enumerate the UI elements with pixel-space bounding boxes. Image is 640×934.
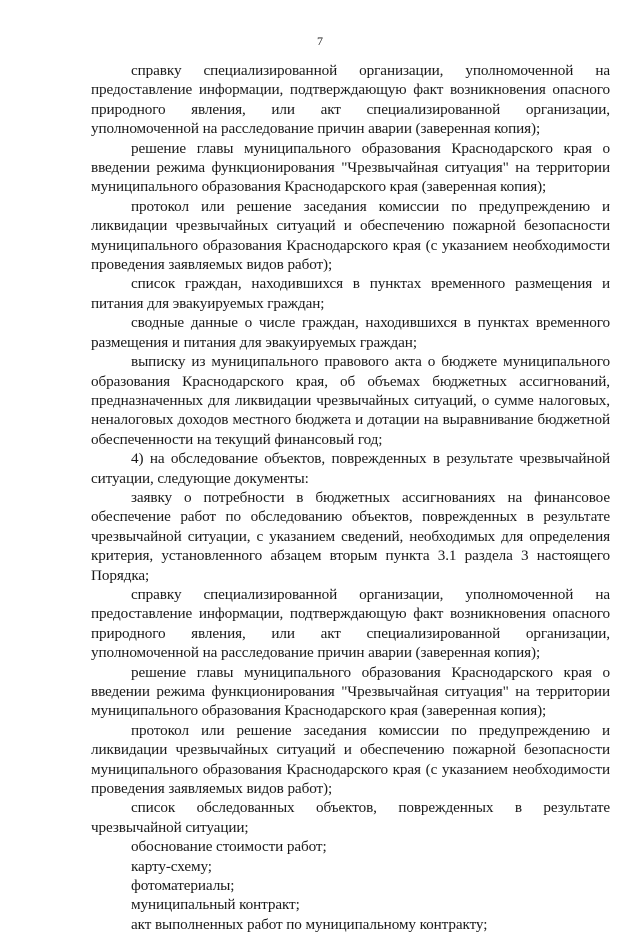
page-number: 7 <box>317 34 323 48</box>
paragraph: сводные данные о числе граждан, находившихся в пунктах временного размещения и питания для эвакуируемых граждан; <box>91 314 610 351</box>
list-item: муниципальный контракт; <box>131 896 300 914</box>
paragraph: выписку из муниципального правового акта о бюджете муниципального образования Краснодарского края, об объемах бюджетных ассигнований, предназначенных для ликвидации чрезвычайных ситуаций, о сумме налоговых, неналоговых доходов местного бюджета и дотации на выравнивание бюджетной обеспеченности на текущий финансовый год; <box>91 353 610 448</box>
document-body <box>91 61 610 934</box>
list-item: акт выполненных работ по муниципальному контракту; <box>131 915 488 933</box>
paragraph: справку специализированной организации, уполномоченной на предоставление информации, подтверждающую факт возникновения опасного природного явления, или акт специализированной организации, уполномоченной на расследование причин аварии (заверенная копия); <box>91 62 610 138</box>
list-item: фотоматериалы; <box>131 877 235 895</box>
paragraph: решение главы муниципального образования Краснодарского края о введении режима функционирования "Чрезвычайная ситуация" на территории муниципального образования Краснодарского края (заверенная копия); <box>91 139 610 196</box>
paragraph: решение главы муниципального образования Краснодарского края о введении режима функционирования "Чрезвычайная ситуация" на территории муниципального образования Краснодарского края (заверенная копия); <box>91 663 610 720</box>
paragraph: 4) на обследование объектов, поврежденных в результате чрезвычайной ситуации, следующие документы: <box>91 450 610 487</box>
paragraph: заявку о потребности в бюджетных ассигнованиях на финансовое обеспечение работ по обследованию объектов, поврежденных в результате чрезвычайной ситуации, с указанием сведений, необходимых для определения критерия, установленного абзацем вторым пункта 3.1 раздела 3 настоящего Порядка; <box>91 488 610 584</box>
list-item: обоснование стоимости работ; <box>131 838 327 856</box>
paragraph: список обследованных объектов, поврежденных в результате чрезвычайной ситуации; <box>91 799 610 836</box>
list-item: карту-схему; <box>131 857 212 875</box>
paragraph: список граждан, находившихся в пунктах временного размещения и питания для эвакуируемых граждан; <box>91 275 610 312</box>
paragraph: справку специализированной организации, уполномоченной на предоставление информации, подтверждающую факт возникновения опасного природного явления, или акт специализированной организации, уполномоченной на расследование причин аварии (заверенная копия); <box>91 585 610 662</box>
paragraph: протокол или решение заседания комиссии по предупреждению и ликвидации чрезвычайных ситуаций и обеспечению пожарной безопасности муниципального образования Краснодарского края (с указанием необходимости проведения заявляемых видов работ); <box>91 721 610 798</box>
paragraph: протокол или решение заседания комиссии по предупреждению и ликвидации чрезвычайных ситуаций и обеспечению пожарной безопасности муниципального образования Краснодарского края (с указанием необходимости проведения заявляемых видов работ); <box>91 197 610 274</box>
